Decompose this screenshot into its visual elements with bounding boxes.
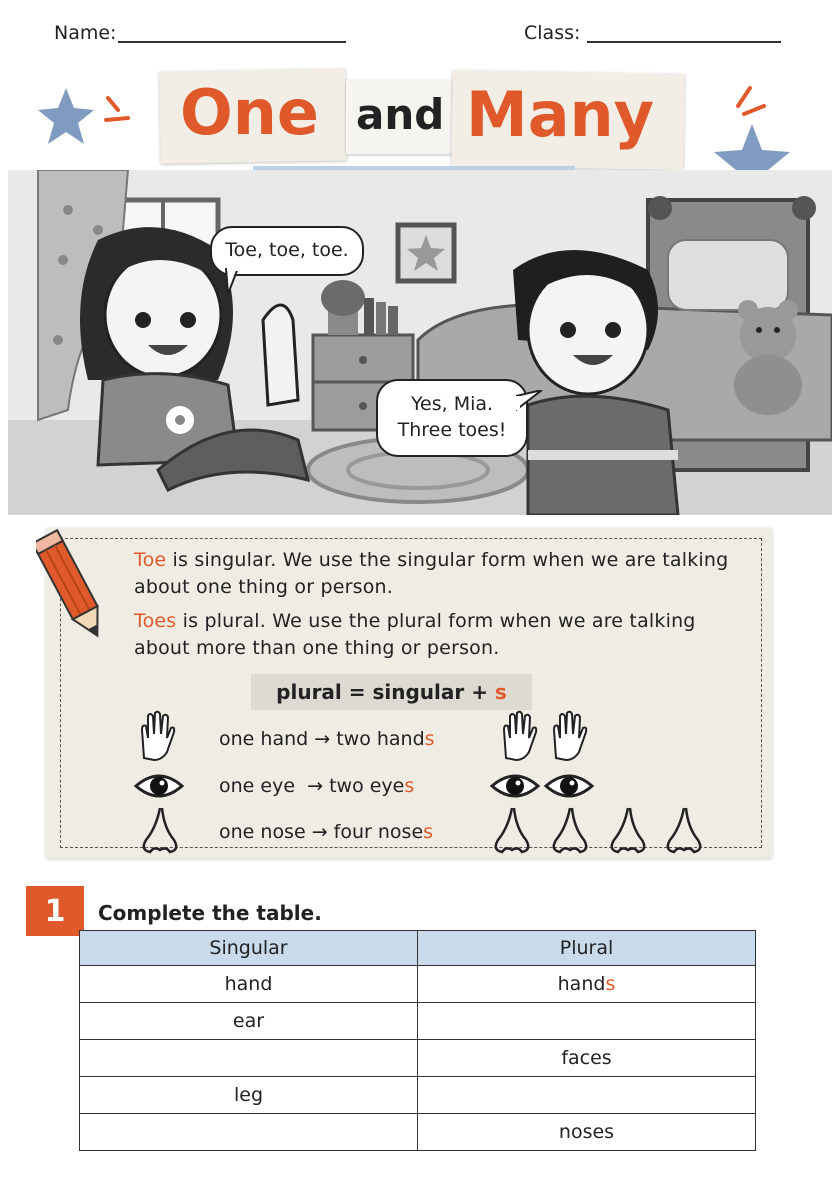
plural-text: is plural. We use the plural form when we are talking about more than one thing or person. — [134, 610, 696, 659]
plural-stem: noses — [558, 1121, 615, 1143]
exercise-number-badge: 1 — [26, 886, 84, 936]
hand-icon — [496, 710, 592, 762]
eye-icon — [490, 772, 594, 800]
sparkle-lines-icon — [728, 82, 768, 122]
singular-answer-cell[interactable] — [80, 1114, 418, 1151]
class-label: Class: — [524, 22, 581, 44]
pencil-icon — [36, 528, 108, 648]
title-word-and: and — [356, 90, 445, 139]
singular-answer-cell[interactable] — [80, 1040, 418, 1077]
formula-text: plural = singular + — [276, 680, 495, 704]
singular-explanation — [134, 547, 734, 601]
name-line[interactable] — [118, 41, 346, 43]
plural-word: Toes — [134, 610, 177, 632]
speech-text-girl: Toe, toe, toe. — [225, 239, 349, 262]
example-one: one hand — [219, 728, 309, 750]
nose-icon — [138, 806, 182, 856]
plural-cell — [418, 966, 756, 1003]
hand-icon — [134, 710, 178, 762]
table-row — [80, 1003, 756, 1040]
table-row — [80, 1114, 756, 1151]
star-icon — [36, 86, 96, 146]
column-header-plural: Plural — [418, 931, 756, 966]
plural-cell — [418, 1040, 756, 1077]
arrow-icon: → — [307, 775, 324, 797]
name-label: Name: — [54, 22, 117, 44]
arrow-icon: → — [314, 728, 331, 750]
plural-formula — [251, 674, 532, 710]
eye-icon — [134, 772, 184, 800]
example-row-hand — [219, 728, 435, 750]
singular-cell: hand — [80, 966, 418, 1003]
speech-text-boy-line2: Three toes! — [397, 419, 507, 441]
plural-answer-cell[interactable] — [418, 1077, 756, 1114]
plural-table — [79, 930, 756, 1151]
example-many: four nose — [333, 821, 424, 843]
table-header-row — [80, 931, 756, 966]
table-row — [80, 1040, 756, 1077]
column-header-singular: Singular — [80, 931, 418, 966]
title-word-many: Many — [466, 78, 655, 151]
example-row-nose — [219, 821, 433, 843]
bubble-tail — [516, 390, 546, 416]
illustration-scene — [8, 170, 832, 515]
plural-stem: hand — [557, 973, 606, 995]
example-many: two eye — [329, 775, 405, 797]
nose-icon — [490, 806, 706, 856]
class-line[interactable] — [587, 41, 781, 43]
example-suffix: s — [424, 728, 435, 750]
example-many: two hand — [336, 728, 425, 750]
singular-word: Toe — [134, 549, 167, 571]
plural-cell — [418, 1114, 756, 1151]
arrow-icon: → — [311, 821, 328, 843]
bedroom-illustration — [8, 170, 832, 515]
plural-suffix: s — [605, 973, 616, 995]
table-row — [80, 1077, 756, 1114]
example-row-eye — [219, 775, 414, 797]
plural-stem: faces — [561, 1047, 612, 1069]
example-suffix: s — [404, 775, 415, 797]
bubble-tail — [224, 268, 254, 298]
example-one: one nose — [219, 821, 306, 843]
sparkle-lines-icon — [102, 94, 136, 134]
speech-text-boy-line1: Yes, Mia. — [410, 393, 494, 416]
example-suffix: s — [423, 821, 434, 843]
exercise-instruction: Complete the table. — [98, 901, 322, 925]
plural-explanation — [134, 608, 734, 662]
title-word-one: One — [180, 76, 319, 149]
speech-bubble-boy — [376, 379, 528, 457]
table-row — [80, 966, 756, 1003]
formula-suffix: s — [494, 680, 507, 704]
singular-text: is singular. We use the singular form when we are talking about one thing or person. — [134, 549, 729, 598]
example-one: one eye — [219, 775, 296, 797]
plural-answer-cell[interactable] — [418, 1003, 756, 1040]
singular-cell: leg — [80, 1077, 418, 1114]
pillow — [668, 240, 788, 310]
singular-cell: ear — [80, 1003, 418, 1040]
